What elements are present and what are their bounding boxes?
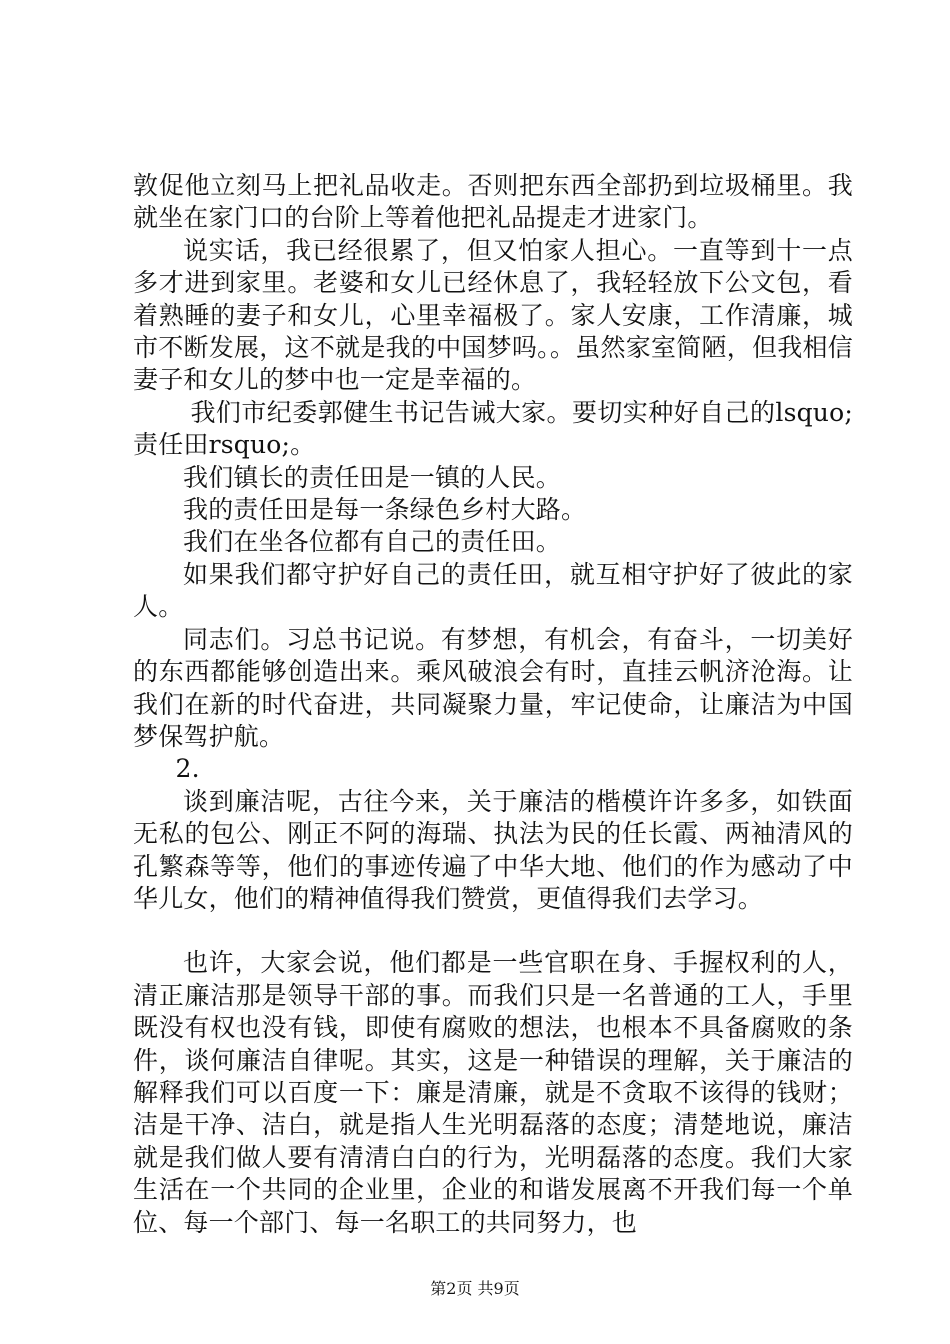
paragraph-gap	[133, 915, 853, 947]
paragraph: 敦促他立刻马上把礼品收走。否则把东西全部扔到垃圾桶里。我就坐在家门口的台阶上等着他把礼品提走才进家门。	[133, 171, 853, 233]
paragraph: 我们市纪委郭健生书记告诫大家。要切实种好自己的lsquo;责任田rsquo;。	[133, 397, 853, 460]
paragraph: 也许，大家会说，他们都是一些官职在身、手握权利的人，清正廉洁那是领导干部的事。而我们只是一名普通的工人，手里既没有权也没有钱，即使有腐败的想法，也根本不具备腐败的条件，谈何廉洁自律呢。其实，这是一种错误的理解，关于廉洁的解释我们可以百度一下：廉是清廉，就是不贪取不该得的钱财；洁是干净、洁白，就是指人生光明磊落的态度；清楚地说，廉洁就是我们做人要有清清白白的行为，光明磊落的态度。我们大家生活在一个共同的企业里，企业的和谐发展离不开我们每一个单位、每一个部门、每一名职工的共同努力，也	[133, 948, 853, 1237]
paragraph: 我们在坐各位都有自己的责任田。	[183, 527, 562, 557]
paragraph: 同志们。习总书记说。有梦想，有机会，有奋斗，一切美好的东西都能够创造出来。乘风破浪会有时，直挂云帆济沧海。让我们在新的时代奋进，共同凝聚力量，牢记使命，让廉洁为中国梦保驾护航。	[133, 624, 853, 751]
paragraph: 说实话，我已经很累了，但又怕家人担心。一直等到十一点多才进到家里。老婆和女儿已经休息了，我轻轻放下公文包，看着熟睡的妻子和女儿，心里幸福极了。家人安康，工作清廉，城市不断发展，这不就是我的中国梦吗。。虽然家室简陋，但我相信妻子和女儿的梦中也一定是幸福的。	[133, 235, 853, 395]
paragraph: 谈到廉洁呢，古往今来，关于廉洁的楷模许许多多，如铁面无私的包公、刚正不阿的海瑞、执法为民的任长霞、两袖清风的孔繁森等等，他们的事迹传遍了中华大地、他们的作为感动了中华儿女，他们的精神值得我们赞赏，更值得我们去学习。	[133, 786, 853, 913]
document-body	[133, 170, 853, 1239]
paragraph: 如果我们都守护好自己的责任田，就互相守护好了彼此的家人。	[133, 559, 853, 622]
page-footer: 第2页 共9页	[430, 1279, 520, 1298]
paragraph: 我们镇长的责任田是一镇的人民。	[183, 462, 562, 492]
section-number: 2.	[175, 754, 200, 784]
paragraph: 我的责任田是每一条绿色乡村大路。	[183, 495, 587, 525]
